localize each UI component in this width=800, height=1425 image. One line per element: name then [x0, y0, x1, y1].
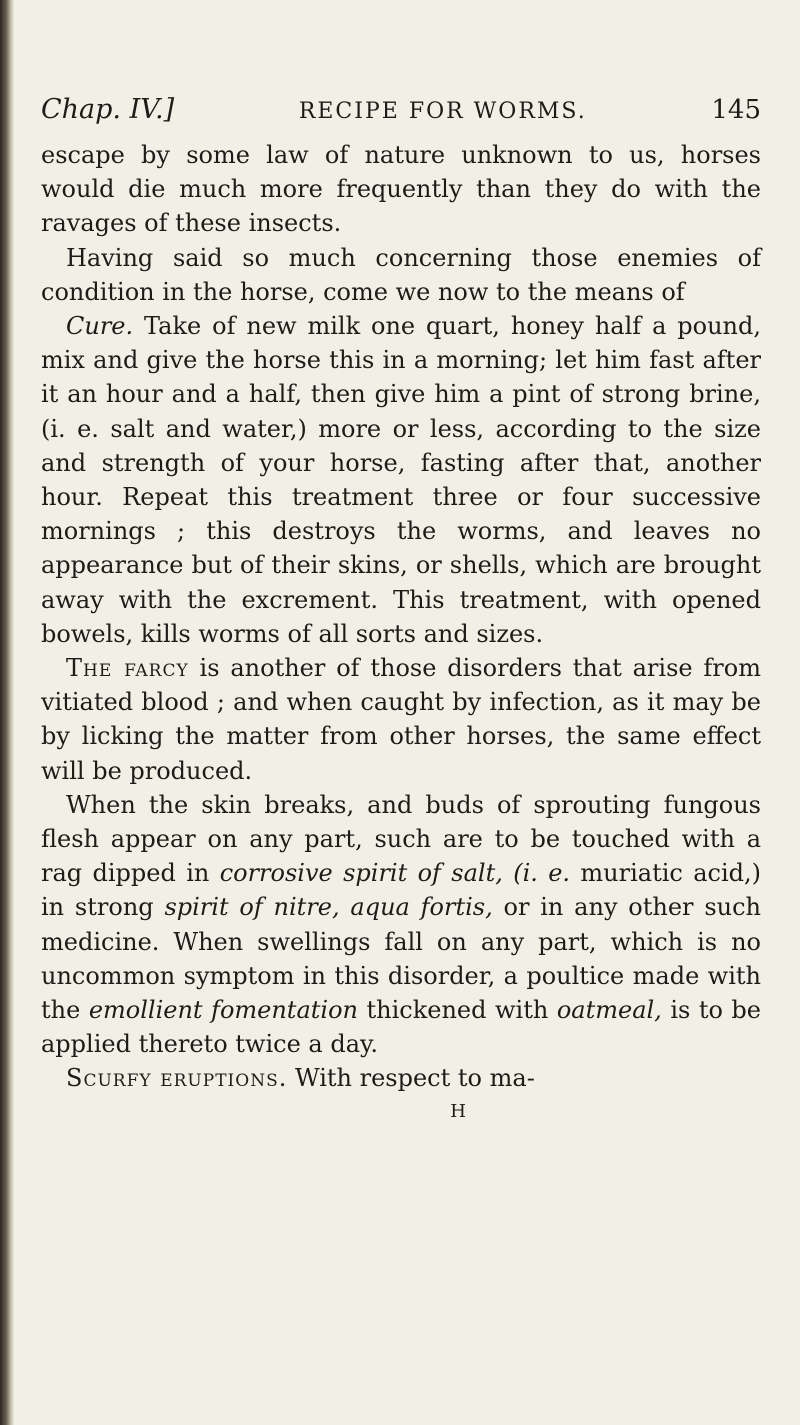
cure-heading: Cure. [66, 312, 134, 341]
paragraph-2: Having said so much concerning those enemies of condition in the horse, come we now to the means of [41, 243, 761, 306]
paragraph-4 [41, 651, 761, 788]
scurfy-heading: Scurfy eruptions. [66, 1064, 288, 1093]
paragraph-3 [41, 309, 761, 651]
paragraph-1: escape by some law of nature unknown to us, horses would die much more frequently than they do with the ravages of these insects. [41, 141, 761, 238]
paragraph-5-text-e: is to be applied thereto twice a day. [41, 996, 761, 1059]
running-head [41, 92, 761, 130]
book-binding-edge [0, 0, 14, 1425]
paragraph-3-text: Take of new milk one quart, honey half a pound, mix and give the horse this in a morning; let him fast after it an hour and a half, then give him a pint of strong brine, (i. e. salt and water,) more or less, according to the size and strength of your horse, fasting after that, another hour. Repeat this treatment three or four successive mornings ; this destroys the worms, and leaves no appearance but of their skins, or shells, which are brought away with the excrement. This treatment, with opened bowels, kills worms of all sorts and sizes. [41, 312, 761, 648]
paragraph-6-text: With respect to ma- [287, 1064, 535, 1093]
paragraph-5-italic-1: corrosive spirit of salt, (i. e. [219, 859, 571, 888]
paragraph-4-text: is another of those disorders that arise from vitiated blood ; and when caught by infection, as it may be by licking the matter from other horses, the same effect will be produced. [41, 654, 761, 785]
chapter-reference: Chap. IV.] [41, 94, 175, 125]
book-page [41, 92, 761, 1126]
paragraph-5-text-c: or in any other such medicine. When swellings fall on any part, which is no uncommon symptom in this disorder, a poultice made with the [41, 893, 761, 1025]
paragraph-5-text-d: thickened with [358, 996, 557, 1025]
signature-mark: H [450, 1100, 466, 1122]
paragraph-5-italic-2: spirit of nitre, aqua fortis, [164, 893, 493, 922]
running-title: RECIPE FOR WORMS. [298, 99, 587, 124]
paragraph-5-text-a: When the skin breaks, and buds of sprouting fungous flesh appear on any part, such are to be touched with a rag dipped in [41, 790, 761, 888]
body-text [41, 138, 761, 1096]
paragraph-5-italic-4: oatmeal, [556, 996, 662, 1025]
paragraph-6 [41, 1061, 761, 1095]
paragraph-5-text-b: muriatic acid,) in strong [41, 859, 761, 922]
paragraph-5 [41, 788, 761, 1062]
page-number: 145 [711, 95, 761, 125]
paragraph-5-italic-3: emollient fomentation [88, 996, 358, 1025]
farcy-heading: The farcy [66, 654, 189, 683]
